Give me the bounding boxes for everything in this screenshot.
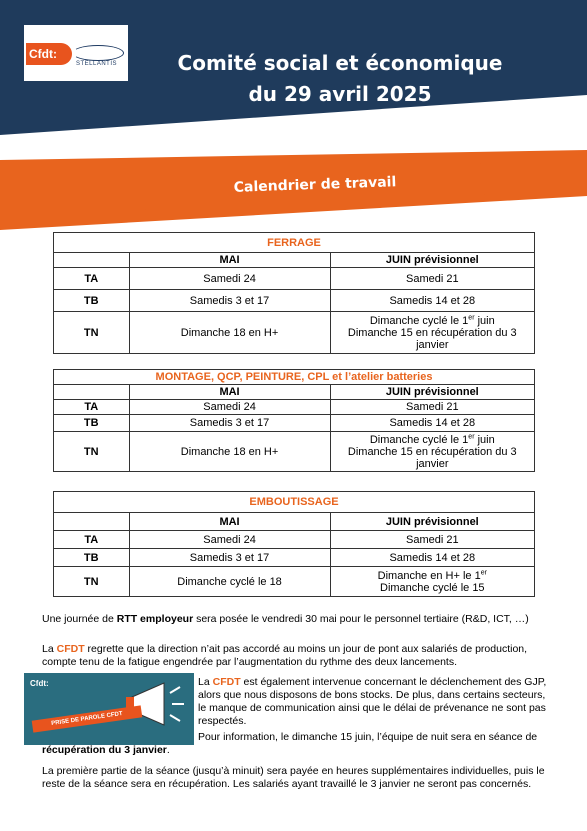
ordinal-suffix: er bbox=[480, 568, 487, 576]
table-row bbox=[54, 567, 535, 597]
stellantis-wordmark: STELLANTIS bbox=[76, 61, 118, 67]
paragraph-pont bbox=[42, 643, 547, 669]
table-title: EMBOUTISSAGE bbox=[54, 492, 535, 513]
table-title: FERRAGE bbox=[54, 233, 535, 253]
paragraph-text: La bbox=[42, 643, 57, 655]
megaphone-icon bbox=[124, 681, 186, 727]
row-label: TN bbox=[54, 312, 130, 354]
cell-juin bbox=[330, 567, 534, 597]
emboutissage-table bbox=[53, 491, 535, 597]
promo-cfdt-logo: Cfdt: bbox=[30, 679, 49, 688]
table-row bbox=[54, 531, 535, 549]
cell-mai: Samedi 24 bbox=[129, 531, 330, 549]
page-title bbox=[150, 48, 530, 110]
montage-table bbox=[53, 369, 535, 472]
table-row bbox=[54, 549, 535, 567]
table-row bbox=[54, 268, 535, 290]
cell-mai: Samedis 3 et 17 bbox=[129, 290, 330, 312]
cell-mai: Dimanche 18 en H+ bbox=[129, 312, 330, 354]
paragraph-text: regrette que la direction n’ait pas accordé au moins un jour de pont aux salariés de production, compte tenu de la fatigue engendrée par l’augmentation du rythme des deux lancements. bbox=[42, 643, 528, 668]
table-row bbox=[54, 415, 535, 432]
cell-mai: Dimanche 18 en H+ bbox=[129, 432, 330, 472]
paragraph-seance: La première partie de la séance (jusqu’à minuit) sera payée en heures supplémentaires individuelles, puis le reste de la séance sera en récupération. Les salariés ayant travaillé le 3 janvier ne seront pas concernés. bbox=[42, 765, 545, 790]
cell-text: Dimanche cyclé le 1 bbox=[369, 314, 469, 327]
table-title: MONTAGE, QCP, PEINTURE, CPL et l’atelier batteries bbox=[54, 370, 535, 385]
row-label: TA bbox=[54, 400, 130, 415]
paragraph-text: . bbox=[166, 744, 170, 756]
paragraph-recuperation bbox=[42, 731, 547, 757]
cell-text: Dimanche cyclé le 15 bbox=[380, 581, 485, 594]
cell-text: juin bbox=[474, 433, 495, 446]
table-row bbox=[54, 400, 535, 415]
row-label: TB bbox=[54, 415, 130, 432]
cfdt-logo-badge: Cfdt: bbox=[26, 43, 72, 65]
cell-text: Dimanche 15 en récupération du 3 janvier bbox=[347, 326, 517, 351]
cell-mai: Samedi 24 bbox=[129, 400, 330, 415]
paragraph-gjp bbox=[198, 676, 547, 728]
row-label: TA bbox=[54, 531, 130, 549]
row-label: TN bbox=[54, 432, 130, 472]
row-label: TN bbox=[54, 567, 130, 597]
cell-mai: Samedis 3 et 17 bbox=[129, 415, 330, 432]
row-label: TB bbox=[54, 549, 130, 567]
column-header-mai: MAI bbox=[129, 385, 330, 400]
paragraph-text: La bbox=[198, 676, 213, 688]
column-header-juin: JUIN prévisionnel bbox=[330, 385, 534, 400]
cell-juin: Samedis 14 et 28 bbox=[330, 290, 534, 312]
cell-juin: Samedi 21 bbox=[330, 400, 534, 415]
ordinal-suffix: er bbox=[468, 432, 475, 440]
cell-juin: Samedi 21 bbox=[330, 268, 534, 290]
paragraph-text: sera posée le vendredi 30 mai pour le personnel tertiaire (R&D, ICT, …) bbox=[193, 613, 529, 625]
cell-mai: Samedi 24 bbox=[129, 268, 330, 290]
table-row bbox=[54, 432, 535, 472]
logo-swirl-icon bbox=[72, 45, 124, 61]
section-subtitle: Calendrier de travail bbox=[233, 174, 397, 196]
cell-juin bbox=[330, 312, 534, 354]
cell-text: Dimanche 15 en récupération du 3 janvier bbox=[347, 445, 517, 470]
cell-juin bbox=[330, 432, 534, 472]
promo-banner-text: PRISE DE PAROLE CFDT bbox=[32, 705, 143, 732]
table-row bbox=[54, 290, 535, 312]
column-header-mai: MAI bbox=[129, 513, 330, 531]
column-header-mai: MAI bbox=[129, 253, 330, 268]
emphasis-text: récupération du 3 janvier bbox=[42, 744, 167, 756]
ferrage-table bbox=[53, 232, 535, 354]
cell-text: Dimanche cyclé le 1 bbox=[369, 433, 469, 446]
cell-mai: Dimanche cyclé le 18 bbox=[129, 567, 330, 597]
ordinal-suffix: er bbox=[468, 313, 475, 321]
paragraph-rtt bbox=[42, 613, 547, 626]
cfdt-stellantis-logo bbox=[24, 25, 128, 81]
column-header-juin: JUIN prévisionnel bbox=[330, 253, 534, 268]
cell-text: Dimanche en H+ le 1 bbox=[377, 569, 481, 582]
cell-juin: Samedis 14 et 28 bbox=[330, 415, 534, 432]
paragraph-text: Pour information, le dimanche 15 juin, l’équipe de nuit sera en séance de bbox=[198, 731, 538, 743]
paragraph-text: est également intervenue concernant le déclenchement des GJP, alors que nous disposons de bons stocks. De plus, dans certains secteurs, le manque de communication ainsi que le délai de prévenance ne sont pas respectés. bbox=[198, 676, 547, 727]
column-header-juin: JUIN prévisionnel bbox=[330, 513, 534, 531]
table-row bbox=[54, 312, 535, 354]
cell-mai: Samedis 3 et 17 bbox=[129, 549, 330, 567]
paragraph-text: Une journée de bbox=[42, 613, 117, 625]
emphasis-text: RTT employeur bbox=[116, 613, 194, 625]
row-label: TB bbox=[54, 290, 130, 312]
empty-header-cell bbox=[54, 253, 130, 268]
row-label: TA bbox=[54, 268, 130, 290]
cell-juin: Samedis 14 et 28 bbox=[330, 549, 534, 567]
cfdt-highlight: CFDT bbox=[212, 676, 241, 688]
empty-header-cell bbox=[54, 513, 130, 531]
title-line-1: Comité social et économique bbox=[177, 51, 503, 75]
cfdt-highlight: CFDT bbox=[56, 643, 85, 655]
cell-juin: Samedi 21 bbox=[330, 531, 534, 549]
title-line-2: du 29 avril 2025 bbox=[248, 82, 432, 106]
cell-text: juin bbox=[474, 314, 495, 327]
empty-header-cell bbox=[54, 385, 130, 400]
